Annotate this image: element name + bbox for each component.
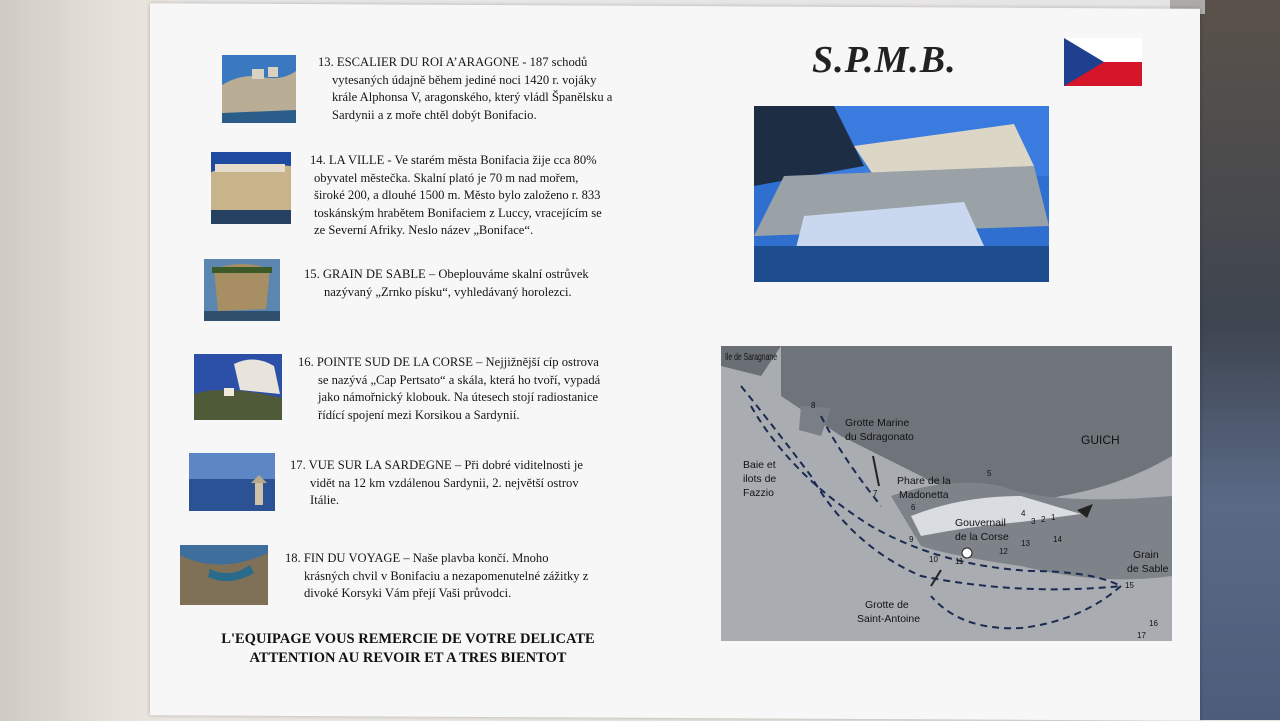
map-number-2: 2 — [1041, 515, 1046, 524]
map-number-14: 14 — [1053, 535, 1062, 544]
map-label-gouvernail-1: Gouvernail — [955, 517, 1006, 529]
item-15-text: 15. GRAIN DE SABLE – Obeplouváme skalní ostrůvek nazývaný „Zrnko písku“, vyhledávaný horolezci. — [304, 267, 589, 299]
map-label-grotte-saint-antoine-2: Saint-Antoine — [857, 613, 921, 625]
map-number-7: 7 — [873, 489, 878, 498]
map-number-9: 9 — [909, 535, 914, 544]
item-14-text: 14. LA VILLE - Ve starém města Bonifacia žije cca 80% obyvatel městečka. Skalní plató je 70 m nad mořem, široké 200, a dlouhé 1500 m. Město bylo založeno r. 833 toskánským hrabětem Bonifaciem z Luccy, vracejícím se ze Severní Afriky. Neslo název „Boniface“. — [310, 153, 602, 238]
map-number-12: 12 — [999, 547, 1008, 556]
route-map — [721, 346, 1172, 641]
item-16-text: 16. POINTE SUD DE LA CORSE – Nejjižnější cíp ostrova se nazývá „Cap Pertsato“ a skála, která ho tvoří, vypadá jako námořnický klobouk. Na útesech stojí radiostanice řídící spojení mezi Korsikou a Sardynií. — [298, 355, 601, 422]
map-label-grain-1: Grain — [1133, 549, 1159, 561]
map-number-15: 15 — [1125, 581, 1134, 590]
map-label-top-left: Ile de Saragnane — [725, 351, 778, 363]
map-label-baie-1: Baie et — [743, 459, 776, 471]
map-label-phare-1: Phare de la — [897, 475, 951, 487]
item-18-text: 18. FIN DU VOYAGE – Naše plavba končí. Mnoho krásných chvil v Bonifaciu a nezapomenutelné zážitky z divoké Korsyki Vám přejí Vaši průvodci. — [285, 551, 589, 601]
map-number-10: 10 — [929, 555, 938, 564]
map-label-baie-2: ilots de — [743, 473, 777, 485]
thumbnail-la-ville — [211, 152, 291, 224]
gouvernail-rock-icon — [962, 548, 972, 558]
map-label-guich: GUICH — [1081, 433, 1120, 447]
map-label-grotte-marine-2: du Sdragonato — [845, 431, 914, 443]
map-label-grotte-saint-antoine-1: Grotte de — [865, 599, 909, 611]
map-number-4: 4 — [1021, 509, 1026, 518]
map-number-8: 8 — [811, 401, 816, 410]
map-label-grotte-marine-1: Grotte Marine — [845, 417, 910, 429]
map-number-16: 16 — [1149, 619, 1158, 628]
thumbnail-fin-du-voyage — [180, 545, 268, 605]
thumbnail-pointe-sud — [194, 354, 282, 420]
map-number-1: 1 — [1051, 513, 1056, 522]
map-number-11: 11 — [955, 557, 964, 566]
closing-message: L'EQUIPAGE VOUS REMERCIE DE VOTRE DELICATE ATTENTION AU REVOIR ET A TRES BIENTOT — [221, 631, 595, 666]
map-number-17: 17 — [1137, 631, 1146, 640]
map-label-baie-3: Fazzio — [743, 487, 774, 499]
item-13-text: 13. ESCALIER DU ROI A’ARAGONE - 187 schodů vytesaných údajně během jediné noci 1420 r. vojáky krále Alphonsa V, aragonského, který vládl Španělsku a Sardynii a z moře chtěl dobýt Bonifacio. — [318, 55, 613, 122]
map-number-6: 6 — [911, 503, 916, 512]
map-number-13: 13 — [1021, 539, 1030, 548]
map-label-gouvernail-2: de la Corse — [955, 531, 1009, 543]
map-number-3: 3 — [1031, 517, 1036, 526]
czech-flag-icon — [1064, 38, 1142, 86]
map-number-5: 5 — [987, 469, 992, 478]
thumbnail-grain-de-sable — [204, 259, 280, 321]
map-label-phare-2: Madonetta — [899, 489, 949, 501]
map-label-grain-2: de Sable — [1127, 563, 1169, 575]
harbour-photo — [754, 106, 1049, 282]
thumbnail-escalier — [222, 55, 296, 123]
thumbnail-vue-sardegne — [189, 453, 275, 511]
brand-title: S.P.M.B. — [812, 39, 957, 81]
item-17-text: 17. VUE SUR LA SARDEGNE – Při dobré viditelnosti je vidět na 12 km vzdálenou Sardynii, 2. největší ostrov Itálie. — [290, 458, 583, 508]
